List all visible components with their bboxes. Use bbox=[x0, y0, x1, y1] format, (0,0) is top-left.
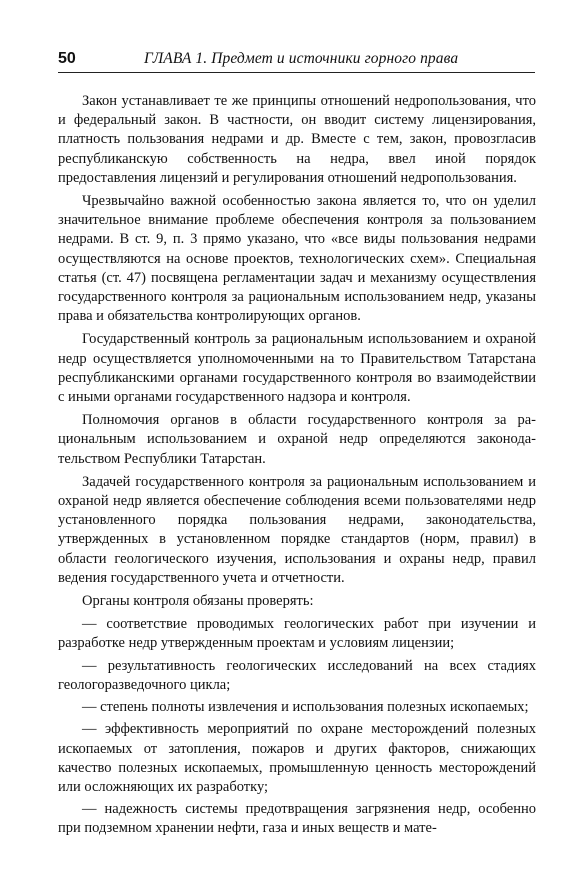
list-intro: Органы контроля обязаны проверять: bbox=[82, 593, 314, 610]
body-text bbox=[58, 92, 536, 842]
paragraph: Полномочия органов в области государственного контроля за рациональным использованием и охраной недр определяются законодательством Республики Татарстан. bbox=[58, 412, 536, 467]
list-item: — соответствие проводимых геологических работ при изучении и разработке недр утвержденным проектам и условиям лицензии; bbox=[58, 616, 536, 652]
running-title: ГЛАВА 1. Предмет и источники горного права bbox=[144, 50, 459, 67]
list-item: — степень полноты извлечения и использования полезных ископаемых; bbox=[82, 699, 529, 716]
list-item: — результативность геологических исследований на всех стадиях геологоразведочного цикла; bbox=[58, 657, 536, 693]
paragraph: Задачей государственного контроля за рациональным использованием и охраной недр является обеспечение соблюдения всеми пользователями недр установленного порядка пользования недрами, законодательства, утвержденных в установленном порядке стандартов (норм, правил) в области геологического изучения, использования и охраны недр, правил ведения государственного учета и отчетности. bbox=[58, 473, 536, 586]
paragraph: Государственный контроль за рациональным использованием и охраной недр осуществляется уполномоченными на то Правительством Татарстана республиканскими органами государственного контроля во взаимодействии с иными органами государственного надзора и контроля. bbox=[58, 331, 536, 406]
paragraph: Закон устанавливает те же принципы отношений недропользования, что и федеральный закон. В частности, он вводит систему лицензирования, платность пользования недрами и др. Вместе с тем, закон, провозгласив республиканскую собственность на недра, ввел иной порядок предоставления лицензий и регулирования отношений недропользования. bbox=[58, 93, 536, 186]
list-item: — эффективность мероприятий по охране месторождений полезных ископаемых от затопления, пожаров и других факторов, снижающих качество полезных ископаемых, промышленную ценность месторождений или осложняющих их разработку; bbox=[58, 721, 536, 795]
list-item: — надежность системы предотвращения загрязнения недр, особенно при подземном хранении нефти, газа и иных веществ и мате- bbox=[58, 801, 536, 837]
page-header bbox=[58, 50, 535, 73]
page-number: 50 bbox=[58, 50, 76, 67]
paragraph: Чрезвычайно важной особенностью закона является то, что он уделил значительное внимание проблеме обеспечения контроля за пользованием недрами. В ст. 9, п. 3 прямо указано, что «все виды пользования недрами осуществляются на основе проектов, технологических схем». Специальная статья (ст. 47) посвящена регламентации задач и механизму осуществления государственного контроля за рациональным использованием недр, указаны права и обязательства контролирующих органов. bbox=[58, 193, 536, 325]
